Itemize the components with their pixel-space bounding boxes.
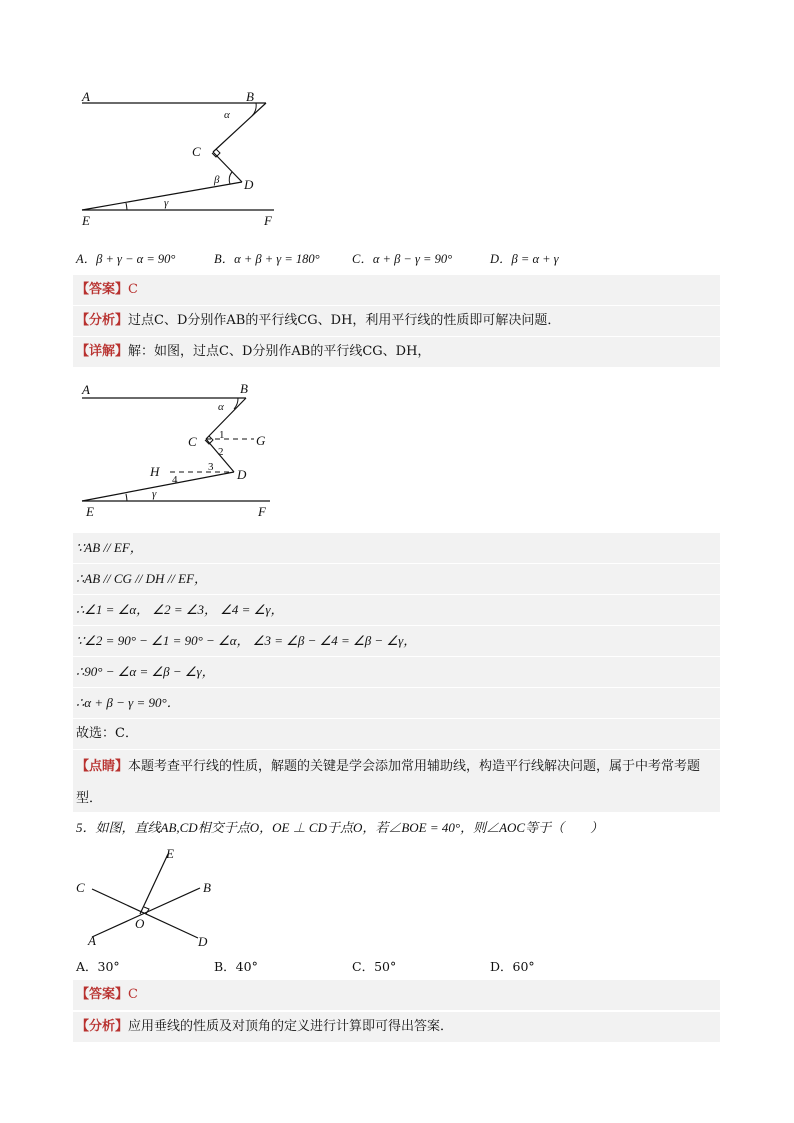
fig3-label-d: D: [198, 934, 208, 949]
fig3-label-c: C: [76, 880, 85, 895]
q4-step-4: ∵∠2 = 90° − ∠1 = 90° − ∠α， ∠3 = ∠β − ∠4 = ∠β − ∠γ，: [76, 633, 417, 648]
q4-detail-row: [76, 342, 736, 362]
fig2-label-h: H: [150, 464, 160, 479]
q5-option-d[interactable]: D．60°: [490, 959, 535, 974]
fig2-label-c: C: [188, 434, 197, 449]
fig1-label-e: E: [82, 213, 90, 228]
q4-detail-tag: 【详解】: [76, 344, 129, 359]
q4-step-5: ∴90° − ∠α = ∠β − ∠γ，: [76, 664, 215, 679]
q5-answer-tag: 【答案】: [76, 987, 129, 1002]
q5-answer-row: [76, 985, 736, 1005]
q4-analysis-tag: 【分析】: [76, 313, 129, 328]
fig2-label-2: 2: [218, 446, 224, 458]
q5-analysis-tag: 【分析】: [76, 1019, 129, 1034]
q4-detail-text: 解：如图，过点C、D分别作AB的平行线CG、DH，: [128, 344, 431, 359]
figure-1-parallel-lines: [76, 86, 286, 231]
figure-2-auxiliary-lines: [76, 378, 286, 523]
q5-option-a[interactable]: A．30°: [76, 959, 120, 974]
fig1-label-b: B: [246, 89, 254, 104]
fig1-label-gamma: γ: [164, 197, 169, 209]
q4-comment-tag: 【点睛】: [76, 759, 129, 774]
q4-options: [76, 249, 736, 269]
fig2-label-b: B: [240, 381, 248, 396]
fig1-label-f: F: [264, 213, 272, 228]
q4-answer-row: [76, 280, 736, 300]
fig1-label-beta: β: [214, 174, 220, 186]
fig1-label-c: C: [192, 144, 201, 159]
fig2-label-e: E: [86, 504, 94, 519]
fig2-label-3: 3: [208, 461, 214, 473]
fig1-label-d: D: [244, 177, 254, 192]
q4-analysis-text: 过点C、D分别作AB的平行线CG、DH，利用平行线的性质即可解决问题．: [128, 313, 561, 328]
q5-option-c[interactable]: C．50°: [352, 959, 397, 974]
q4-step-1: ∵AB // EF，: [76, 540, 143, 555]
figure-3-intersecting-lines: [76, 842, 226, 954]
fig1-label-a: A: [82, 89, 90, 104]
fig2-label-d: D: [237, 467, 247, 482]
q4-answer-value: C: [128, 282, 138, 297]
fig2-label-1: 1: [219, 429, 225, 441]
q4-option-c[interactable]: C．α + β − γ = 90°: [352, 252, 453, 266]
q4-answer-tag: 【答案】: [76, 282, 129, 297]
fig3-label-a: A: [88, 933, 96, 948]
fig3-label-b: B: [203, 880, 211, 895]
q4-comment-text: 本题考查平行线的性质，解题的关键是学会添加常用辅助线，构造平行线解决问题，属于中考常考题型．: [76, 759, 701, 806]
q5-option-b[interactable]: B．40°: [214, 959, 258, 974]
q4-analysis-row: [76, 311, 736, 331]
q4-step-2: ∴AB // CG // DH // EF，: [76, 571, 208, 586]
q5-analysis-text: 应用垂线的性质及对顶角的定义进行计算即可得出答案．: [128, 1019, 454, 1034]
fig2-label-4: 4: [172, 474, 178, 486]
q5-question: 5．如图，直线AB,CD相交于点O，OE ⊥ CD于点O，若∠BOE = 40°，则∠AOC等于（ ）: [76, 820, 604, 835]
q4-option-d[interactable]: D．β = α + γ: [490, 252, 559, 266]
fig2-label-a: A: [82, 382, 90, 397]
fig2-label-alpha: α: [218, 401, 224, 413]
q4-step-3: ∴∠1 = ∠α， ∠2 = ∠3， ∠4 = ∠γ，: [76, 602, 284, 617]
fig3-label-o: O: [135, 916, 145, 931]
fig2-label-gamma: γ: [152, 488, 157, 500]
q4-comment-row: [76, 751, 722, 815]
q4-step-6: ∴α + β − γ = 90°．: [76, 695, 180, 710]
fig3-label-e: E: [166, 846, 174, 861]
q4-option-b[interactable]: B．α + β + γ = 180°: [214, 252, 320, 266]
q5-options: [76, 957, 736, 977]
q4-option-a[interactable]: A．β + γ − α = 90°: [76, 252, 176, 266]
q4-conclusion: 故选：C．: [76, 726, 138, 741]
fig2-label-g: G: [256, 433, 266, 448]
fig1-label-alpha: α: [224, 109, 230, 121]
q5-analysis-row: [76, 1017, 736, 1037]
fig2-label-f: F: [258, 504, 266, 519]
q5-answer-value: C: [128, 987, 138, 1002]
